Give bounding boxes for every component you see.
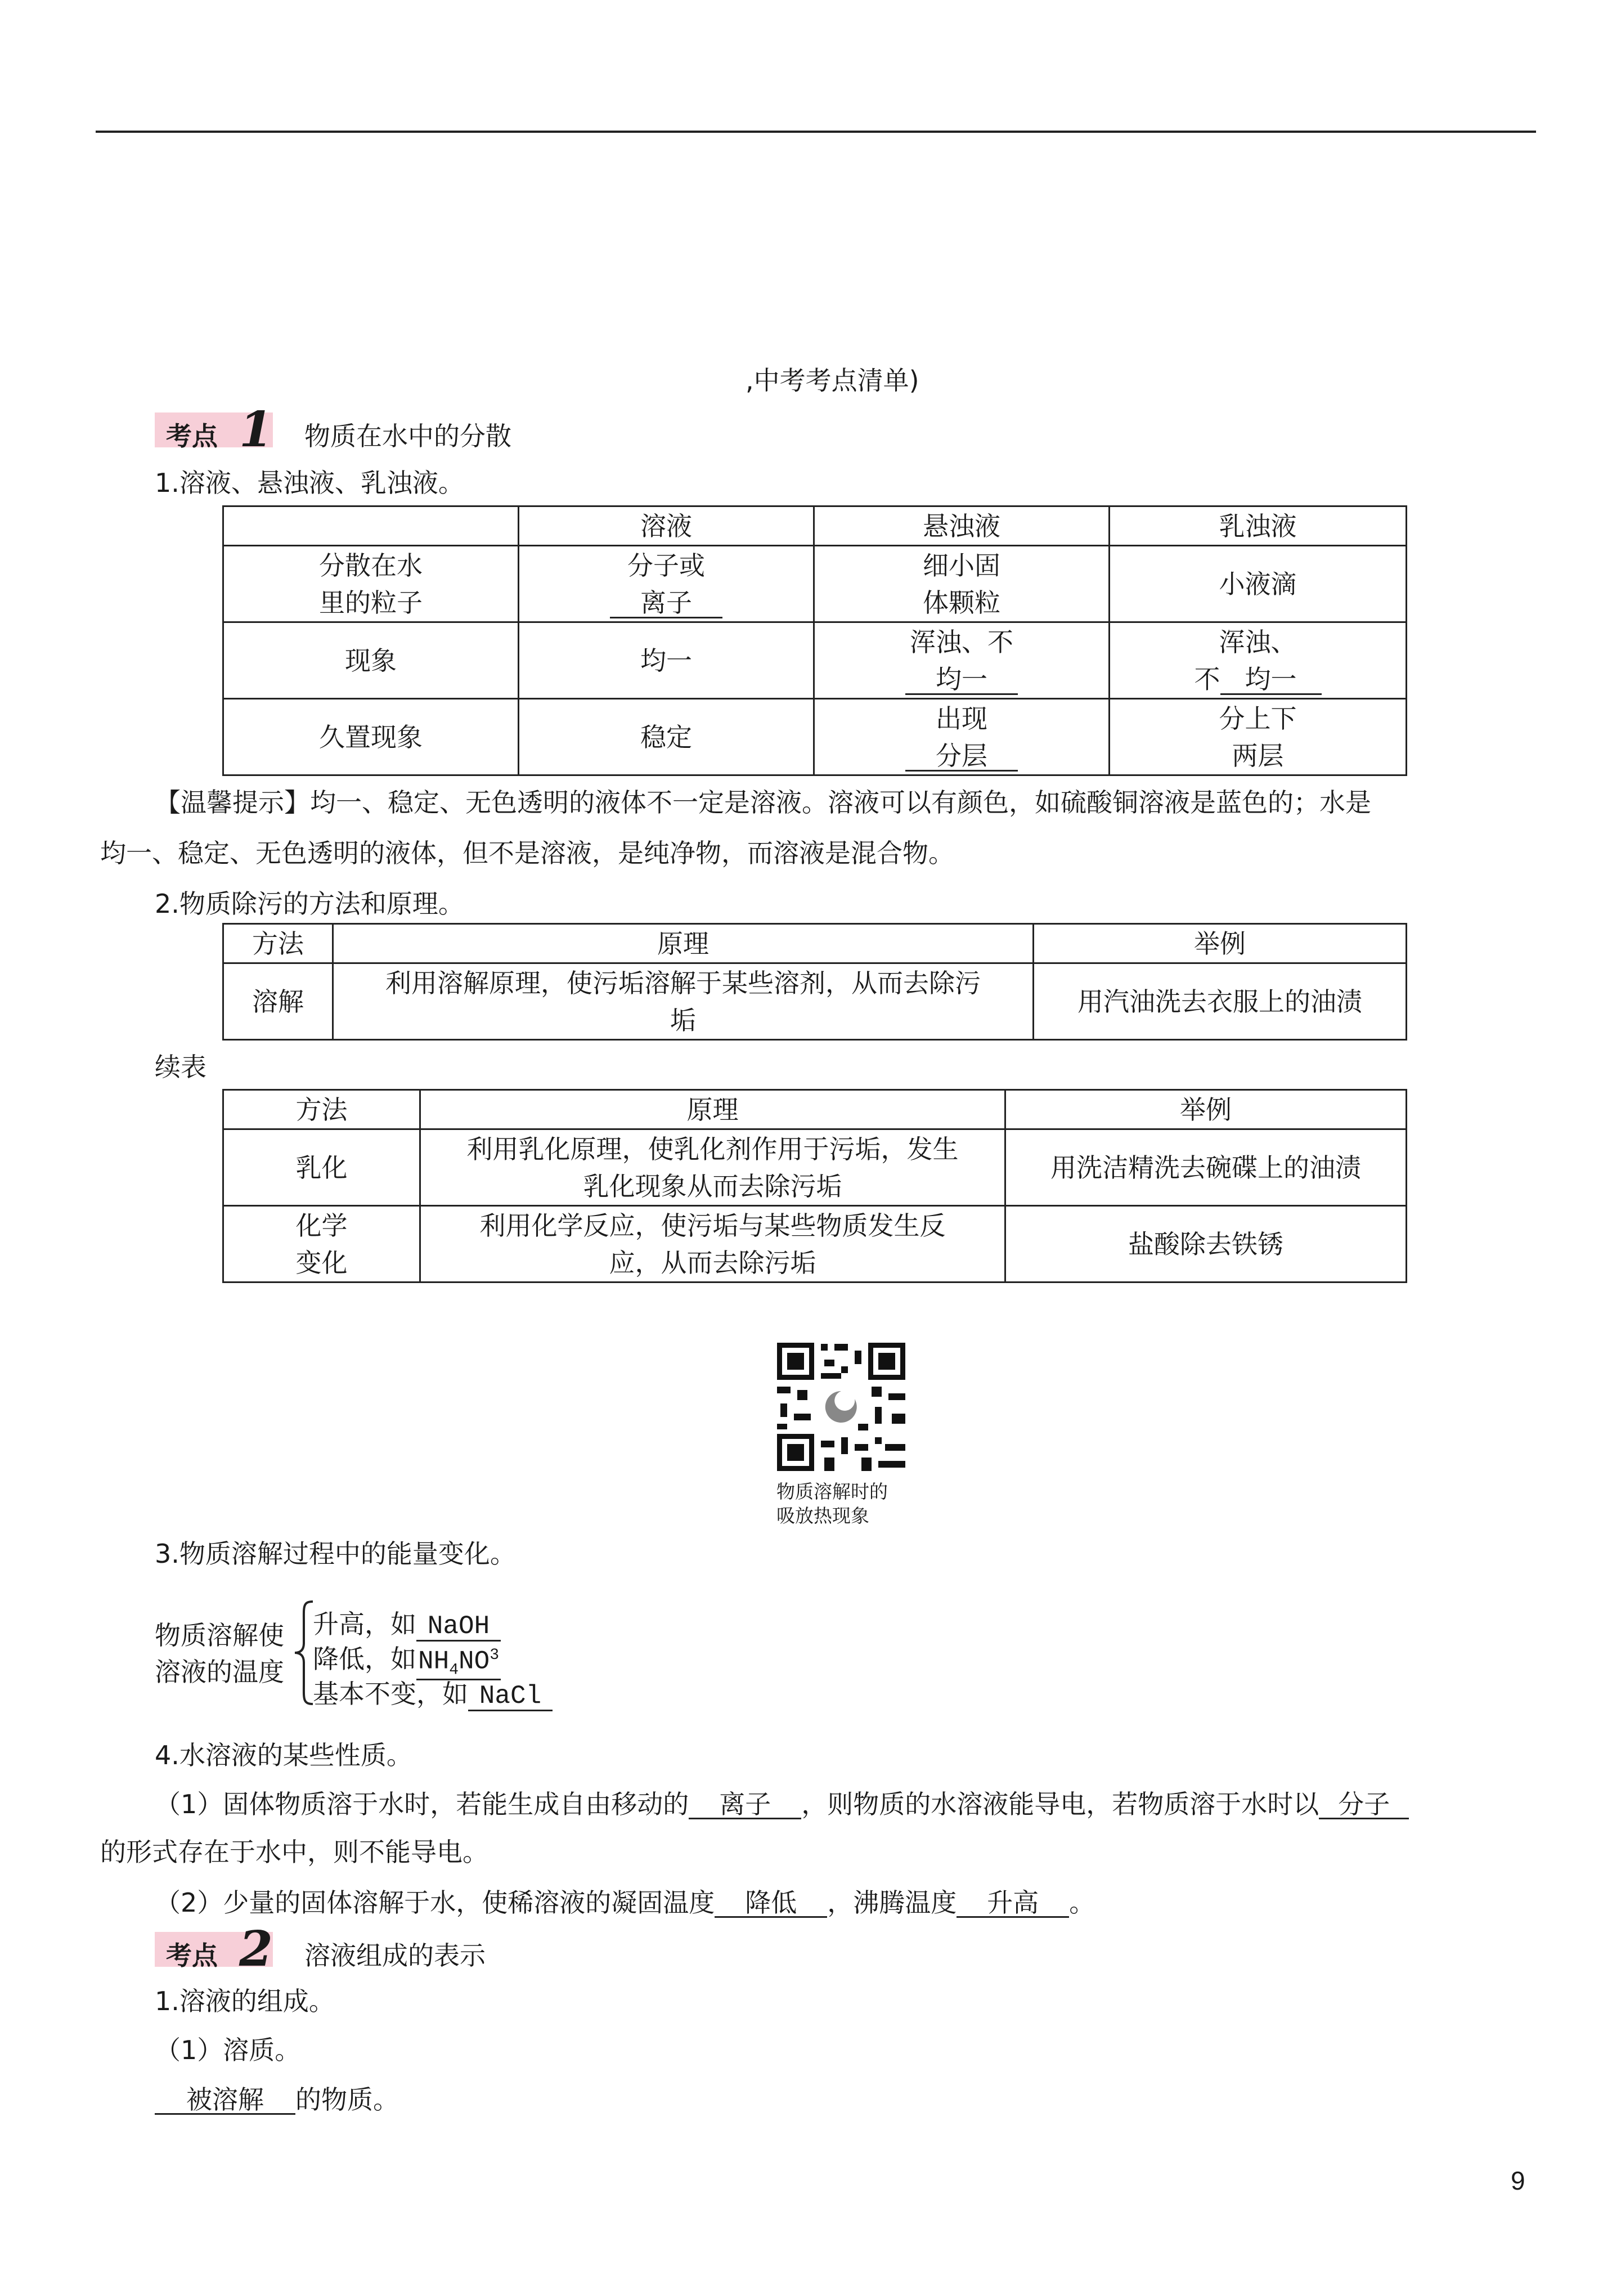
decontamination-table-continued (222, 1089, 1407, 1283)
kaodian-2-heading (155, 1921, 605, 1977)
table-header: 方法 (223, 1090, 420, 1129)
solute-subheading: （1）溶质。 (155, 2035, 301, 2065)
table-cell: 分子或 离子 (519, 546, 814, 622)
answer-blank: NaCl (468, 1683, 553, 1711)
table-cell: 浑浊、不 均一 (814, 622, 1110, 699)
table-cell: 浑浊、 不 均一 (1110, 622, 1407, 699)
decontamination-table (222, 923, 1407, 1041)
section-heading-5: 1.溶液的组成。 (155, 1986, 335, 2016)
answer-blank: NaOH (416, 1613, 501, 1642)
table-cell: 分上下 两层 (1110, 699, 1407, 775)
section-heading-3: 3.物质溶解过程中的能量变化。 (155, 1539, 516, 1569)
answer-blank: 离子 (689, 1791, 801, 1819)
answer-blank: 分层 (905, 742, 1018, 772)
brace-item-rise: 升高，如 NaOH (313, 1604, 501, 1642)
table-cell: 乳化 (223, 1129, 420, 1206)
answer-blank: 均一 (905, 665, 1018, 696)
property-paragraph-1-cont: 的形式存在于水中，则不能导电。 (100, 1837, 488, 1867)
table-header: 原理 (420, 1090, 1005, 1129)
temperature-label-line-2: 溶液的温度 (155, 1657, 284, 1687)
kaodian-1-heading (155, 401, 605, 458)
kaodian-label: 考点 (166, 1940, 218, 1971)
table-row (223, 963, 1407, 1040)
table-row (223, 546, 1407, 622)
table-cell: 用汽油洗去衣服上的油渍 (1034, 963, 1407, 1040)
answer-blank: $NH_4NO^3$ (416, 1647, 501, 1680)
table-cell: 均一 (519, 622, 814, 699)
kaodian-label: 考点 (166, 421, 218, 451)
qr-caption-line-1: 物质溶解时的 (776, 1481, 888, 1503)
property-paragraph-2: （2）少量的固体溶解于水，使稀溶液的凝固温度 降低 ，沸腾温度 升高 。 (155, 1887, 1095, 1918)
table-cell: 利用化学反应，使污垢与某些物质发生反 应，从而去除污垢 (420, 1206, 1005, 1282)
dispersion-table (222, 505, 1407, 776)
kaodian-number: 1 (239, 401, 273, 458)
table-cell: 盐酸除去铁锈 (1005, 1206, 1407, 1282)
answer-blank: 分子 (1319, 1791, 1409, 1819)
table-cell: 溶解 (223, 963, 333, 1040)
continued-label: 续表 (155, 1052, 206, 1082)
section-title: ,中考考点清单) (746, 365, 919, 396)
answer-blank: 降低 (715, 1889, 827, 1918)
table-cell: 现象 (223, 622, 519, 699)
table-cell: 细小固 体颗粒 (814, 546, 1110, 622)
table-header (223, 506, 519, 546)
qr-code[interactable] (774, 1339, 909, 1474)
tip-line-1: 【温馨提示】均一、稳定、无色透明的液体不一定是溶液。溶液可以有颜色，如硫酸铜溶液是蓝色的；水是 (155, 787, 1371, 818)
table-cell: 化学 变化 (223, 1206, 420, 1282)
table-header: 乳浊液 (1110, 506, 1407, 546)
table-cell: 利用溶解原理，使污垢溶解于某些溶剂，从而去除污 垢 (333, 963, 1034, 1040)
answer-blank: 均一 (1220, 665, 1322, 696)
table-header: 举例 (1034, 924, 1407, 963)
answer-blank: 离子 (610, 589, 722, 619)
table-header: 原理 (333, 924, 1034, 963)
table-row (223, 699, 1407, 775)
kaodian-title: 物质在水中的分散 (304, 421, 511, 451)
table-cell: 利用乳化原理，使乳化剂作用于污垢，发生 乳化现象从而去除污垢 (420, 1129, 1005, 1206)
answer-blank: 升高 (957, 1889, 1069, 1918)
section-heading-2: 2.物质除污的方法和原理。 (155, 889, 464, 919)
table-cell: 稳定 (519, 699, 814, 775)
table-cell: 久置现象 (223, 699, 519, 775)
table-header-row (223, 1090, 1407, 1129)
table-row (223, 622, 1407, 699)
table-cell: 分散在水 里的粒子 (223, 546, 519, 622)
kaodian-title: 溶液组成的表示 (304, 1940, 486, 1971)
table-header: 举例 (1005, 1090, 1407, 1129)
table-row (223, 1206, 1407, 1282)
left-brace (293, 1599, 315, 1706)
table-row (223, 1129, 1407, 1206)
kaodian-number: 2 (239, 1921, 273, 1977)
table-header: 悬浊液 (814, 506, 1110, 546)
table-header-row (223, 506, 1407, 546)
brace-item-drop: 降低，如$NH_4NO^3$ (313, 1639, 501, 1680)
table-cell: 用洗洁精洗去碗碟上的油渍 (1005, 1129, 1407, 1206)
section-heading-1: 1.溶液、悬浊液、乳浊液。 (155, 468, 464, 498)
tip-line-2: 均一、稳定、无色透明的液体，但不是溶液，是纯净物，而溶液是混合物。 (100, 838, 954, 868)
property-paragraph-1: （1）固体物质溶于水时，若能生成自由移动的 离子 ，则物质的水溶液能导电，若物质溶于水时以 分子 (155, 1784, 1409, 1821)
table-cell: 出现 分层 (814, 699, 1110, 775)
table-header: 溶液 (519, 506, 814, 546)
section-heading-4: 4.水溶液的某些性质。 (155, 1740, 412, 1770)
qr-caption-line-2: 吸放热现象 (776, 1505, 869, 1527)
answer-blank: 被溶解 (155, 2086, 295, 2115)
temperature-label-line-1: 物质溶解使 (155, 1620, 284, 1651)
top-rule (96, 131, 1536, 133)
table-header-row (223, 924, 1407, 963)
table-cell: 小液滴 (1110, 546, 1407, 622)
solute-definition: 被溶解 的物质。 (155, 2079, 399, 2116)
page-number: 9 (1511, 2166, 1525, 2195)
brace-item-unchanged: 基本不变，如 NaCl (313, 1674, 553, 1711)
table-header: 方法 (223, 924, 333, 963)
